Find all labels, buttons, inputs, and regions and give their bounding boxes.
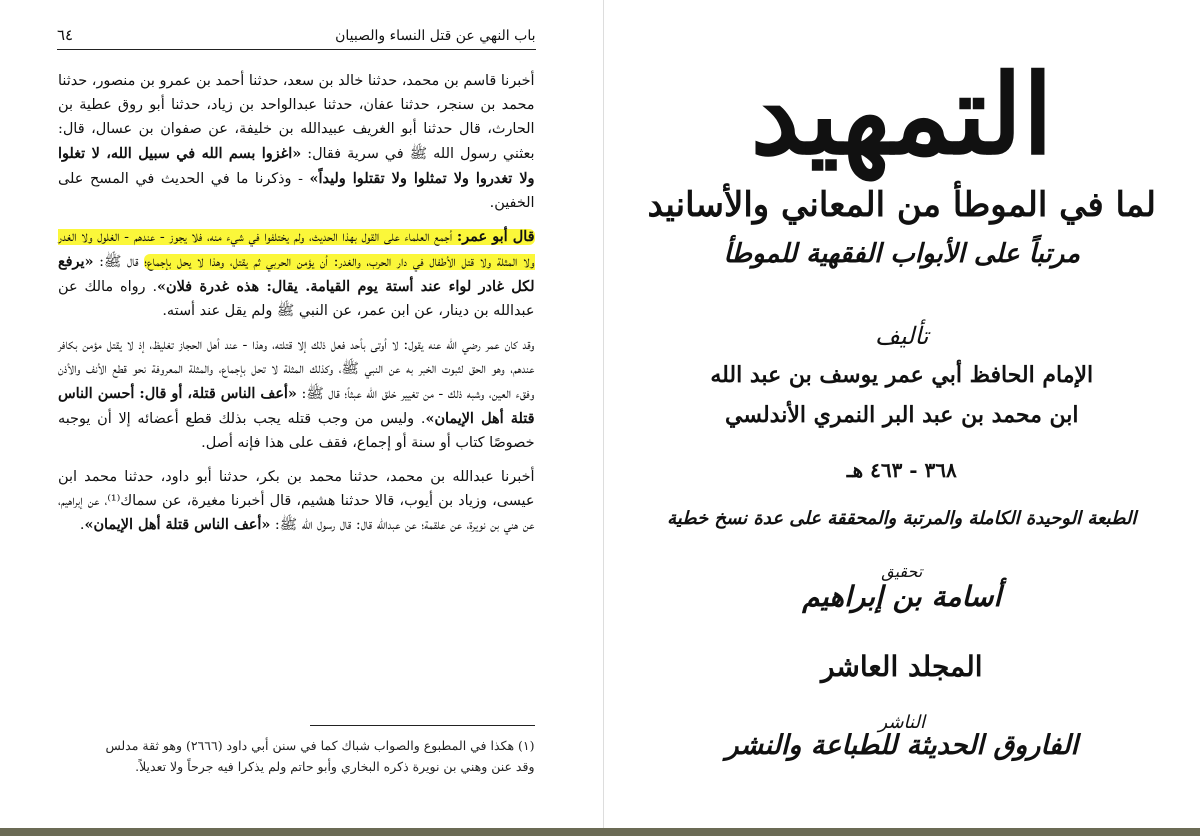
page-number: ٦٤ xyxy=(57,26,74,44)
paragraph-3 xyxy=(58,334,535,456)
hadith-quote: «اغزوا بسم الله في سبيل الله، لا تغلوا ولا تغدروا ولا تمثلوا ولا تقتلوا وليداً» xyxy=(58,144,535,187)
book-title: التمهيد xyxy=(750,50,1053,179)
running-head xyxy=(57,26,536,50)
editor-name: أسامة بن إبراهيم xyxy=(802,580,1002,613)
paragraph-lead-in: قال أبو عمر: xyxy=(456,228,535,246)
hadith-quote: «أعف الناس قتلة أهل الإيمان» xyxy=(84,516,271,534)
authorship-label: تأليف xyxy=(875,322,929,350)
footnote-divider xyxy=(310,725,535,726)
paragraph-4 xyxy=(58,466,535,539)
paragraph-tail: . وليس من وجب قتله يجب بذلك قطع أعضائه إلا أن يوجبه خصوصًا كتاب أو سنة أو إجماع، فقف على هذا فإنه أصل. xyxy=(58,410,535,451)
left-page xyxy=(0,0,593,828)
author-name-line-1: الإمام الحافظ أبي عمر يوسف بن عبد الله xyxy=(710,362,1094,388)
hadith-quote: «أعف الناس قتلة، أو قال: أحسن الناس قتلة أهل الإيمان» xyxy=(58,384,535,427)
footnotes xyxy=(58,735,535,777)
paragraph-tail: . رواه مالك عن عبدالله بن دينار، عن ابن عمر، عن النبي ﷺ ولم يقل عند أسته. xyxy=(58,279,535,320)
paragraph-text: أخبرنا عبدالله بن محمد، حدثنا محمد بن بكر، حدثنا أبو داود، حدثنا محمد ابن عيسى، وزياد بن أيوب، قالا حدثنا هشيم، قال أخبرنا مغيرة، عن سماك⁽¹⁾، عن إبراهيم، عن هني بن نويرة، عن علقمة؛ عن عبدالله قال: قال رسول الله ﷺ: xyxy=(58,468,535,534)
footnote-line: (١) هكذا في المطبوع والصواب شباك كما في سنن أبي داود (٢٦٦٦) وهو ثقة مدلس xyxy=(105,738,535,753)
body-text xyxy=(58,70,535,548)
author-dates: ٣٦٨ - ٤٦٣ هـ xyxy=(846,458,957,482)
edition-note: الطبعة الوحيدة الكاملة والمرتبة والمحققة على عدة نسخ خطية xyxy=(667,508,1137,529)
paragraph-2 xyxy=(58,225,535,324)
footnote-line: وقد عنن وهني بن نويرة ذكره البخاري وأبو حاتم ولم يذكرا فيه جرحاً ولا تعديلاً. xyxy=(135,759,535,774)
paragraph-1 xyxy=(58,70,535,215)
author-name-line-2: ابن محمد بن عبد البر النمري الأندلسي xyxy=(725,402,1079,428)
publisher-label: الناشر xyxy=(878,712,925,733)
hadith-quote: «يرفع لكل غادر لواء عند أستة يوم القيامة. يقال: هذه غدرة فلان» xyxy=(58,253,535,296)
paragraph-text: أخبرنا قاسم بن محمد، حدثنا خالد بن سعد، حدثنا أحمد بن عمرو بن منصور، حدثنا محمد بن سنجر، حدثنا عفان، حدثنا عبدالواحد بن زياد، حدثنا أبو روق عطية بن الحارث، قال حدثنا أبو الغريف عبيدالله بن خليفة، عن صفوان بن عسال، قال: بعثني رسول الله ﷺ في سرية فقال: xyxy=(58,73,535,162)
publisher-name: الفاروق الحديثة للطباعة والنشر xyxy=(725,730,1078,761)
editor-label: تحقيق xyxy=(881,562,923,581)
chapter-title: باب النهي عن قتل النساء والصبيان xyxy=(335,28,536,44)
book-arrangement-note: مرتباً على الأبواب الفقهية للموطأ xyxy=(723,239,1081,269)
highlighted-text: أجمع العلماء على القول بهذا الحديث، ولم يختلفوا في شيء منه، فلا يجوز - عندهم - الغلول ولا الغدر ولا المثلة ولا قتل الأطفال في دار الحرب، والغدر: أن يؤمن الحربي ثم يقتل، وهذا لا يحل بإجماع؛ xyxy=(58,229,535,271)
paragraph-text: وقد كان عمر رضي الله عنه يقول: لا أوتى بأحد فعل ذلك إلا قتلته، وهذا - عند أهل الحجاز تغليظ، إذ لا يقتل مؤمن بكافر عندهم، وهو الحق لثبوت الخبر به عن النبي ﷺ، وكذلك المثلة لا تحل بإجماع، والمثلة المعروفة نحو قطع الأنف والأذن وفقء العين، وشبه ذلك - من تغيير خلق الله عبثاً؛ قال ﷺ: xyxy=(58,337,535,402)
book-subtitle: لما في الموطأ من المعاني والأسانيد xyxy=(647,185,1156,225)
paragraph-tail: - وذكرنا ما في الحديث في المسح على الخفين. xyxy=(58,170,535,211)
scan-edge xyxy=(0,828,1200,836)
volume-label: المجلد العاشر xyxy=(820,650,983,683)
paragraph-tail: . xyxy=(79,517,85,534)
title-page xyxy=(603,0,1200,828)
paragraph-text: قال ﷺ: xyxy=(99,254,139,271)
